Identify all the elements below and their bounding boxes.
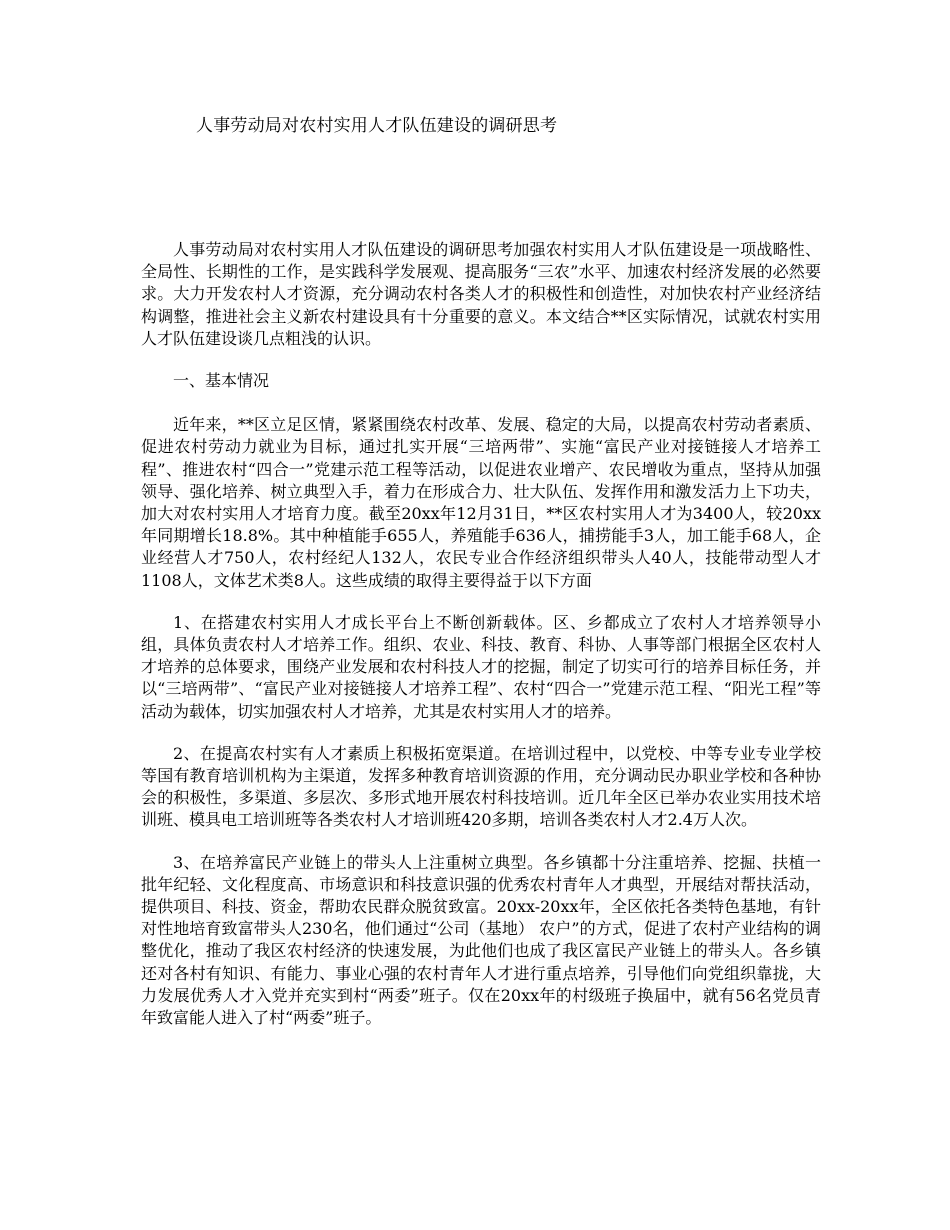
point-1-paragraph: 1、在搭建农村实用人才成长平台上不断创新载体。区、乡都成立了农村人才培养领导小组，具体负责农村人才培养工作。组织、农业、科技、教育、科协、人事等部门根据全区农村人才培养的总体要求，围绕产业发展和农村科技人才的挖掘，制定了切实可行的培养目标任务，并以“三培两带”、“富民产业对接链接人才培养工程”、农村“四合一”党建示范工程、“阳光工程”等活动为载体，切实加强农村人才培养，尤其是农村实用人才的培养。 [141, 612, 821, 721]
section-heading-basic-situation: 一、基本情况 [173, 371, 270, 391]
point-3-paragraph: 3、在培养富民产业链上的带头人上注重树立典型。各乡镇都十分注重培养、挖掘、扶植一批年纪轻、文化程度高、市场意识和科技意识强的优秀农村青年人才典型，开展结对帮扶活动，提供项目、科技、资金，帮助农民群众脱贫致富。20xx-20xx年，全区依托各类特色基地，有针对性地培育致富带头人230名，他们通过“公司（基地） 农户”的方式，促进了农村产业结构的调整优化，推动了我区农村经济的快速发展，为此他们也成了我区富民产业链上的带头人。各乡镇还对各村有知识、有能力、事业心强的农村青年人才进行重点培养，引导他们向党组织靠拢，大力发展优秀人才入党并充实到村“两委”班子。仅在20xx年的村级班子换届中，就有56名党员青年致富能人进入了村“两委”班子。 [141, 852, 821, 1028]
document-body [141, 239, 821, 1049]
intro-paragraph: 人事劳动局对农村实用人才队伍建设的调研思考加强农村实用人才队伍建设是一项战略性、全局性、长期性的工作，是实践科学发展观、提高服务“三农”水平、加速农村经济发展的必然要求。大力开发农村人才资源，充分调动农村各类人才的积极性和创造性，对加快农村产业经济结构调整，推进社会主义新农村建设具有十分重要的意义。本文结合**区实际情况，试就农村实用人才队伍建设谈几点粗浅的认识。 [141, 240, 821, 348]
document-title: 人事劳动局对农村实用人才队伍建设的调研思考 [196, 116, 558, 136]
point-2-paragraph: 2、在提高农村实有人才素质上积极拓宽渠道。在培训过程中，以党校、中等专业专业学校等国有教育培训机构为主渠道，发挥多种教育培训资源的作用，充分调动民办职业学校和各种协会的积极性，多渠道、多层次、多形式地开展农村科技培训。近几年全区已举办农业实用技术培训班、模具电工培训班等各类农村人才培训班420多期，培训各类农村人才2.4万人次。 [141, 743, 821, 830]
overview-paragraph: 近年来，**区立足区情，紧紧围绕农村改革、发展、稳定的大局，以提高农村劳动者素质、促进农村劳动力就业为目标，通过扎实开展“三培两带”、实施“富民产业对接链接人才培养工程”、推进农村“四合一”党建示范工程等活动，以促进农业增产、农民增收为重点，坚持从加强领导、强化培养、树立典型入手，着力在形成合力、壮大队伍、发挥作用和激发活力上下功夫，加大对农村实用人才培育力度。截至20xx年12月31日，**区农村实用人才为3400人，较20xx年同期增长18.8%。其中种植能手655人，养殖能手636人，捕捞能手3人，加工能手68人，企业经营人才750人，农村经纪人132人，农民专业合作经济组织带头人40人，技能带动型人才1108人，文体艺术类8人。这些成绩的取得主要得益于以下方面 [141, 415, 821, 590]
